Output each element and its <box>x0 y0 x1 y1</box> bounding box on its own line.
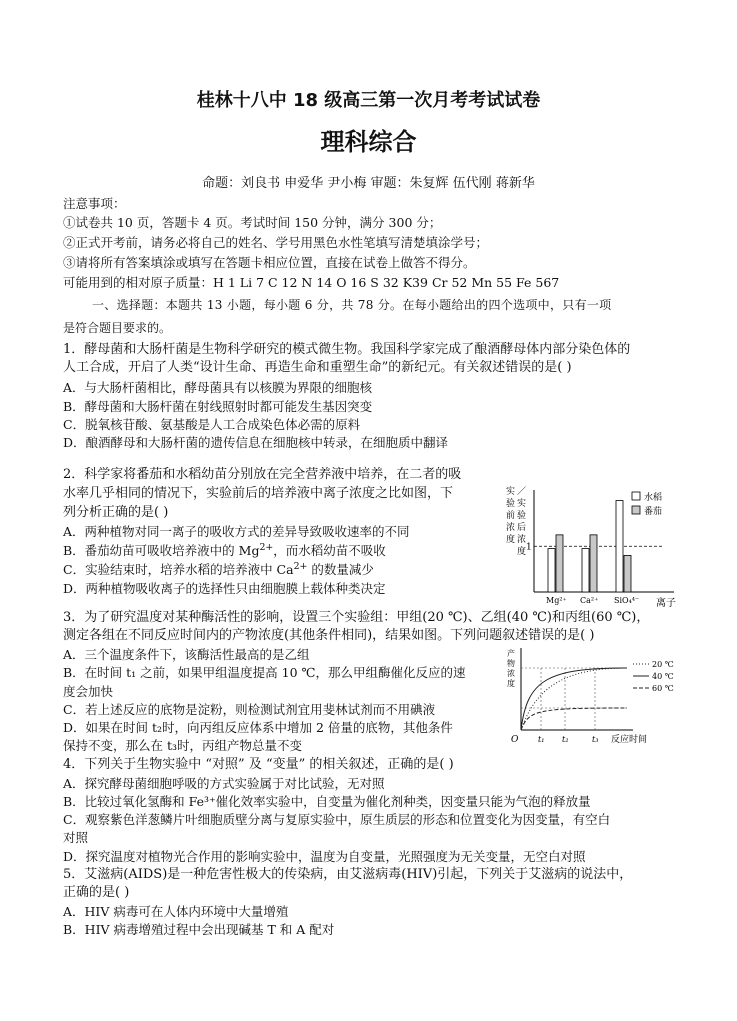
y-axis-label-char: 度 <box>507 679 515 688</box>
q2-stem-1: 2．科学家将番茄和水稻幼苗分别放在完全营养液中培养，在二者的吸 <box>63 467 462 482</box>
y-axis-label-char: 实 <box>517 499 527 509</box>
note-item-3: ③请将所有答案填涂或填写在答题卡相应位置，直接在试卷上做答不得分。 <box>63 255 476 270</box>
x-tick-label: t₁ <box>538 735 545 744</box>
q4-option-c-1: C．观察紫色洋葱鳞片叶细胞质壁分离与复原实验中，原生质层的形态和位置变化为因变量，有空白 <box>63 812 611 827</box>
q3-option-d-1: D．如果在时间 t₂时，向丙组反应体系中增加 2 倍量的底物，其他条件 <box>63 720 453 735</box>
q4-option-a: A．探究酵母菌细胞呼吸的方式实验属于对比试验，无对照 <box>63 776 385 791</box>
y-axis-label-char: 度 <box>517 547 527 557</box>
note-item-2: ②正式开考前，请务必将自己的姓名、学号用黑色水性笔填写清楚填涂学号； <box>63 235 489 250</box>
reference-label: 1 <box>526 542 532 553</box>
q2-option-d: D．两种植物吸收离子的选择性只由细胞膜上载体种类决定 <box>63 581 386 596</box>
q5-option-a: A．HIV 病毒可在人体内环境中大量增殖 <box>63 904 289 919</box>
legend-swatch <box>632 492 640 500</box>
q5-stem-1: 5．艾滋病(AIDS)是一种危害性极大的传染病，由艾滋病毒(HIV)引起，下列关于艾滋病的说法中， <box>63 867 633 882</box>
legend-label: 40 ℃ <box>652 672 674 681</box>
note-item-1: ①试卷共 10 页，答题卡 4 页。考试时间 150 分钟，满分 300 分； <box>63 215 442 230</box>
y-axis-label-char: 浓 <box>507 669 515 678</box>
q1-option-a: A．与大肠杆菌相比，酵母菌具有以核膜为界限的细胞核 <box>63 380 373 395</box>
y-axis-label-char: 度 <box>506 535 516 545</box>
subject-title: 理科综合 <box>320 128 417 156</box>
origin-label: O <box>511 735 519 744</box>
q4-option-d: D．探究温度对植物光合作用的影响实验中，温度为自变量，光照强度为无关变量，无空白对照 <box>63 849 586 864</box>
x-tick-label: t₂ <box>562 735 569 744</box>
x-tick-label: Ca²⁺ <box>580 596 599 605</box>
q1-option-b: B．酵母菌和大肠杆菌在射线照射时都可能发生基因突变 <box>63 399 373 414</box>
y-axis-label-char: 浓 <box>517 535 527 545</box>
q5-option-b: B．HIV 病毒增殖过程中会出现碱基 T 和 A 配对 <box>63 922 335 937</box>
q3-stem-2: 测定各组在不同反应时间内的产物浓度(其他条件相同)，结果如图。下列问题叙述错误的是( ) <box>63 628 595 643</box>
bar <box>556 535 563 592</box>
y-axis-label-char: 前 <box>506 511 516 521</box>
x-tick-label: SiO₄⁴⁻ <box>614 596 640 605</box>
q3-option-b-1: B．在时间 t₁ 之前，如果甲组温度提高 10 ℃，那么甲组酶催化反应的速 <box>63 665 466 680</box>
atomic-masses: 可能用到的相对原子质量：H 1 Li 7 C 12 N 14 O 16 S 32 K39 Cr 52 Mn 55 Fe 567 <box>63 275 560 290</box>
series-line <box>521 708 627 730</box>
y-axis-label-char: 验 <box>517 511 527 521</box>
q2-option-b: B．番茄幼苗可吸收培养液中的 $Mg^{2+}$，而水稻幼苗不吸收 <box>63 541 386 558</box>
q2-stem-2: 水率几乎相同的情况下，实验前后的培养液中离子浓度之比如图，下 <box>63 486 454 501</box>
q4-stem: 4．下列关于生物实验中 “对照” 及 “变量” 的相关叙述，正确的是( ) <box>63 757 454 772</box>
legend-label: 20 ℃ <box>652 660 674 669</box>
y-axis-label-char: 后 <box>517 523 527 533</box>
legend-swatch <box>632 506 640 514</box>
y-axis-label-char: 产 <box>507 649 515 658</box>
x-tick-label: Mg²⁺ <box>546 596 567 605</box>
x-axis-label: 离子 <box>656 598 676 609</box>
product-concentration-line-chart <box>505 644 685 744</box>
q1-stem-2: 人工合成，开启了人类“设计生命、再造生命和重塑生命”的新纪元。有关叙述错误的是( ) <box>63 360 572 375</box>
y-axis-label-char: 浓 <box>506 523 516 533</box>
bar <box>590 535 597 592</box>
exam-title: 桂林十八中 18 级高三第一次月考考试试卷 <box>196 90 541 111</box>
legend-label: 水稻 <box>644 493 663 503</box>
q3-option-c: C．若上述反应的底物是淀粉，则检测试剂宜用斐林试剂而不用碘液 <box>63 702 436 717</box>
q5-stem-2: 正确的是( ) <box>63 885 130 900</box>
section-heading-cont: 是符合题目要求的。 <box>63 321 172 335</box>
q4-option-b: B．比较过氧化氢酶和 Fe³⁺催化效率实验中，自变量为催化剂种类，因变量只能为气泡的释放量 <box>63 794 591 809</box>
bar <box>624 555 631 592</box>
y-axis-label-char: 实 <box>506 487 516 497</box>
q3-stem-1: 3．为了研究温度对某种酶活性的影响，设置三个实验组：甲组(20 ℃)、乙组(40 ℃)和丙组(60 ℃)， <box>63 610 650 625</box>
q2-option-c: C．实验结束时，培养水稻的培养液中 $Ca^{2+}$ 的数量减少 <box>63 560 374 577</box>
q1-option-d: D．酿酒酵母和大肠杆菌的遗传信息在细胞核中转录，在细胞质中翻译 <box>63 435 449 450</box>
x-axis-label: 反应时间 <box>611 735 648 744</box>
bar <box>548 549 555 592</box>
y-axis-label-char: ／ <box>517 487 527 497</box>
legend-label: 番茄 <box>644 507 663 517</box>
q2-stem-3: 列分析正确的是( ) <box>63 505 169 520</box>
q3-option-a: A．三个温度条件下，该酶活性最高的是乙组 <box>63 647 310 662</box>
bar <box>616 501 623 592</box>
authors-line: 命题：刘良书 申爱华 尹小梅 审题：朱复辉 伍代刚 蒋新华 <box>202 176 535 191</box>
q1-option-c: C．脱氧核苷酸、氨基酸是人工合成染色体必需的原料 <box>63 417 361 432</box>
q4-option-c-2: 对照 <box>63 830 89 845</box>
q1-stem-1: 1．酵母菌和大肠杆菌是生物科学研究的模式微生物。我国科学家完成了酿酒酵母体内部分染色体的 <box>63 342 631 357</box>
y-axis-label-char: 物 <box>507 659 515 668</box>
series-line <box>521 668 627 730</box>
section-heading: 一、选择题：本题共 13 小题，每小题 6 分，共 78 分。在每小题给出的四个选项中，只有一项 <box>92 298 612 312</box>
q3-option-b-2: 度会加快 <box>63 684 114 699</box>
y-axis-label-char: 验 <box>506 499 516 509</box>
x-tick-label: t₃ <box>592 735 599 744</box>
notes-heading: 注意事项： <box>63 196 126 211</box>
series-line <box>521 668 627 730</box>
q2-option-a: A．两种植物对同一离子的吸收方式的差异导致吸收速率的不同 <box>63 524 410 539</box>
legend-label: 60 ℃ <box>652 684 674 693</box>
ion-ratio-bar-chart <box>498 484 684 610</box>
bar <box>582 549 589 592</box>
q3-option-d-2: 保持不变，那么在 t₃时，丙组产物总量不变 <box>63 738 303 753</box>
